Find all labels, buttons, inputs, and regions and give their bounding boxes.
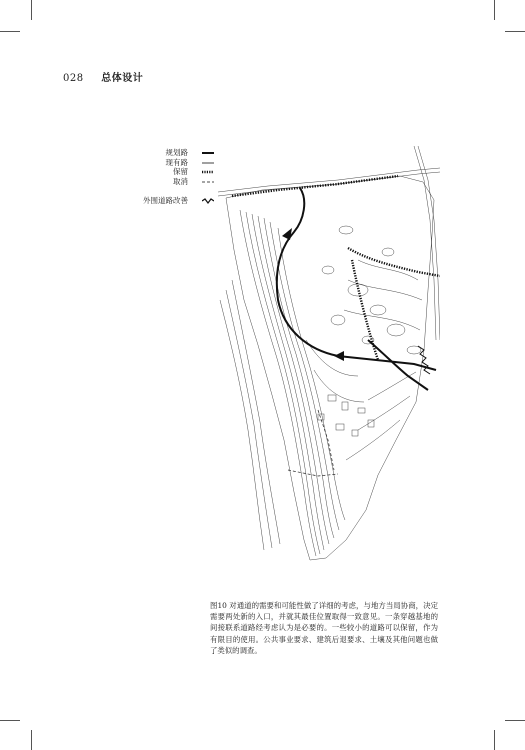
site-plan-drawing [218,140,440,580]
building [358,408,365,413]
building [342,402,348,410]
planned-road-icon [202,150,214,156]
contour-line [348,280,422,300]
cancelled-road [288,470,338,476]
tree-cluster [387,324,405,336]
planned-road [277,188,436,370]
tree-cluster [331,315,345,325]
contour-line [270,222,339,530]
building [352,430,358,436]
contour-line [314,370,364,402]
building [318,414,324,420]
tree-cluster [382,248,394,256]
running-header [63,69,143,84]
legend-item-cancelled [118,177,218,187]
crop-mark-bottom-left-v [31,730,32,750]
outer-road-improvement [418,346,430,374]
crop-mark-top-left-v [31,0,32,20]
contour-line [252,214,324,550]
contour-line [258,216,329,544]
cancelled-icon [202,179,214,185]
page-number: 028 [63,73,84,84]
tree-cluster [339,226,353,234]
legend-item-outer-road-improvement [118,196,218,206]
building [336,424,344,430]
crop-mark-top-right-h [505,31,525,32]
existing-road-icon [202,160,214,166]
cancelled-road [318,410,334,470]
legend-label: 外围道路改善 [143,196,188,205]
building [328,395,336,401]
outer-road-improvement-icon [202,198,214,204]
contour-line [344,310,420,330]
arrowhead-icon [282,228,292,240]
contour-line [220,300,264,550]
figure-caption: 图10 对通道的需要和可能性做了详细的考虑，与地方当局协商，决定需要两处新的入口，并就其最佳位置取得一致意见。一条穿越基地的间接联系道路经考虑认为是必要的。一些较小的道路可以保留，作为有限目的使用。公共事业要求、建筑后退要求、土壤及其他问题也做了类似的调查。 [210,601,438,655]
section-title: 总体设计 [101,73,144,84]
contour-line [346,420,400,460]
legend-item-retained [118,167,218,177]
site-plan-map [218,140,440,580]
external-road [418,146,440,340]
legend-label: 现有路 [165,157,188,167]
tree-cluster [322,266,334,274]
external-road [414,146,436,340]
crop-mark-bottom-right-v [494,730,495,750]
map-legend [118,148,218,206]
legend-label: 规划路 [165,148,188,157]
tree-cluster [370,305,386,315]
external-road [218,168,440,192]
retained-icon [202,169,214,175]
crop-mark-bottom-right-h [505,720,525,721]
crop-mark-bottom-left-h [0,720,20,721]
retained-road [232,176,398,196]
legend-item-planned-road [118,148,218,158]
site-boundary [226,176,434,560]
contour-line [358,396,410,430]
crop-mark-top-right-v [494,0,495,20]
legend-item-existing-road [118,158,218,168]
crop-mark-top-left-h [0,31,20,32]
arrowhead-icon [334,351,344,361]
contour-line [264,218,334,538]
legend-label: 保留 [173,167,188,176]
contour-line [232,280,280,544]
contour-line [226,290,272,548]
legend-label: 取消 [173,176,188,186]
